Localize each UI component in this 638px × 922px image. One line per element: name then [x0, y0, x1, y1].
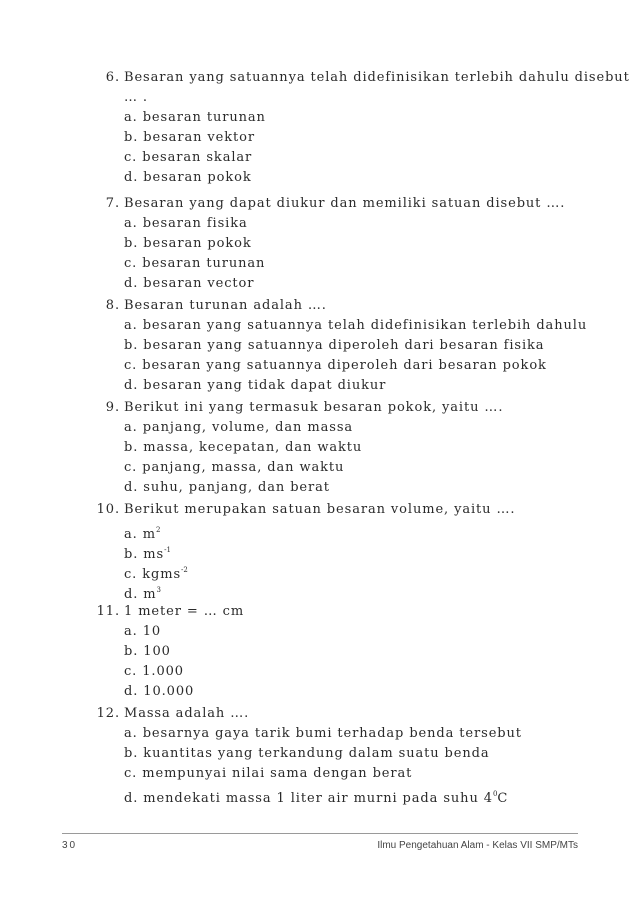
question-line	[0, 296, 638, 316]
option-text: a. besaran yang satuannya telah didefinisikan terlebih dahulu	[124, 318, 588, 333]
option-base-text: d. mendekati massa 1 liter air murni pada suhu 4	[124, 791, 493, 806]
question-line	[0, 68, 638, 88]
option-text: d. 10.000	[124, 684, 195, 699]
answer-option	[0, 764, 638, 784]
question-text: 1 meter = … cm	[124, 604, 245, 619]
answer-option	[0, 642, 638, 662]
option-text: b. besaran pokok	[124, 236, 252, 251]
option-text: b. besaran vektor	[124, 130, 255, 145]
option-base-text: d. m	[124, 587, 157, 602]
answer-option	[0, 560, 638, 580]
answer-option	[0, 148, 638, 168]
question-item	[0, 398, 638, 498]
option-text: b. kuantitas yang terkandung dalam suatu benda	[124, 746, 490, 761]
option-text: b. 100	[124, 644, 171, 659]
answer-option	[0, 662, 638, 682]
question-item	[0, 194, 638, 294]
question-number: 8.	[105, 298, 120, 313]
question-item	[0, 704, 638, 804]
answer-option	[0, 336, 638, 356]
answer-option	[0, 128, 638, 148]
option-text: a. besarnya gaya tarik bumi terhadap benda tersebut	[124, 726, 522, 741]
question-line	[0, 500, 638, 520]
page-number: 30	[62, 840, 78, 851]
answer-option	[0, 540, 638, 560]
answer-option	[0, 108, 638, 128]
answer-option	[0, 356, 638, 376]
answer-option	[0, 478, 638, 498]
option-text: a. 10	[124, 624, 162, 639]
question-line	[0, 398, 638, 418]
question-number: 10.	[96, 502, 120, 517]
question-text: Besaran yang satuannya telah didefinisikan terlebih dahulu disebut	[124, 70, 630, 85]
answer-option	[0, 376, 638, 396]
question-text: Berikut ini yang termasuk besaran pokok, yaitu ….	[124, 400, 504, 415]
option-text: d. suhu, panjang, dan berat	[124, 480, 330, 495]
question-item	[0, 68, 638, 188]
option-text: b. besaran yang satuannya diperoleh dari besaran fisika	[124, 338, 545, 353]
answer-option	[0, 724, 638, 744]
option-text: d. besaran pokok	[124, 170, 252, 185]
answer-option	[0, 418, 638, 438]
option-text: c. besaran yang satuannya diperoleh dari besaran pokok	[124, 358, 547, 373]
question-line	[0, 602, 638, 622]
option-superscript: 3	[156, 586, 161, 594]
question-item	[0, 296, 638, 396]
option-superscript: 0	[492, 790, 498, 798]
answer-option	[0, 682, 638, 702]
option-text: c. 1.000	[124, 664, 184, 679]
question-item	[0, 500, 638, 600]
answer-option	[0, 168, 638, 188]
option-text: b. massa, kecepatan, dan waktu	[124, 440, 363, 455]
question-line	[0, 704, 638, 724]
option-unit-text: C	[497, 791, 509, 806]
option-text: a. besaran turunan	[124, 110, 266, 125]
question-text: Besaran yang dapat diukur dan memiliki satuan disebut ….	[124, 196, 566, 211]
question-text: Massa adalah ….	[124, 706, 250, 721]
option-base-text: b. ms	[124, 547, 165, 562]
option-superscript: -1	[164, 546, 171, 554]
option-text: a. besaran fisika	[124, 216, 248, 231]
option-text: c. besaran skalar	[124, 150, 253, 165]
answer-option	[0, 316, 638, 336]
answer-option	[0, 580, 638, 600]
question-number: 7.	[105, 196, 120, 211]
option-text: c. panjang, massa, dan waktu	[124, 460, 345, 475]
footer-divider	[62, 833, 578, 834]
option-text: a. panjang, volume, dan massa	[124, 420, 354, 435]
question-text: Berikut merupakan satuan besaran volume, yaitu ….	[124, 502, 516, 517]
option-superscript: 2	[155, 526, 161, 534]
answer-option	[0, 254, 638, 274]
answer-option	[0, 274, 638, 294]
option-base-text: a. m	[124, 527, 156, 542]
answer-option	[0, 622, 638, 642]
answer-option	[0, 234, 638, 254]
question-number: 9.	[105, 400, 120, 415]
question-text: … .	[124, 90, 148, 105]
option-text	[124, 784, 508, 809]
footer-book-title: Ilmu Pengetahuan Alam - Kelas VII SMP/MTs	[377, 840, 578, 851]
option-text: d. besaran yang tidak dapat diukur	[124, 378, 387, 393]
option-text: d. besaran vector	[124, 276, 255, 291]
answer-option	[0, 438, 638, 458]
question-line	[0, 194, 638, 214]
question-number: 11.	[96, 604, 120, 619]
option-text: c. besaran turunan	[124, 256, 266, 271]
question-text: Besaran turunan adalah ….	[124, 298, 327, 313]
answer-option	[0, 784, 638, 804]
question-number: 6.	[105, 70, 120, 85]
question-number: 12.	[96, 706, 120, 721]
option-text: c. mempunyai nilai sama dengan berat	[124, 766, 413, 781]
answer-option	[0, 214, 638, 234]
question-line	[0, 88, 638, 108]
option-superscript: -2	[181, 566, 188, 574]
question-item	[0, 602, 638, 702]
answer-option	[0, 744, 638, 764]
option-base-text: c. kgms	[124, 567, 182, 582]
answer-option	[0, 458, 638, 478]
answer-option	[0, 520, 638, 540]
